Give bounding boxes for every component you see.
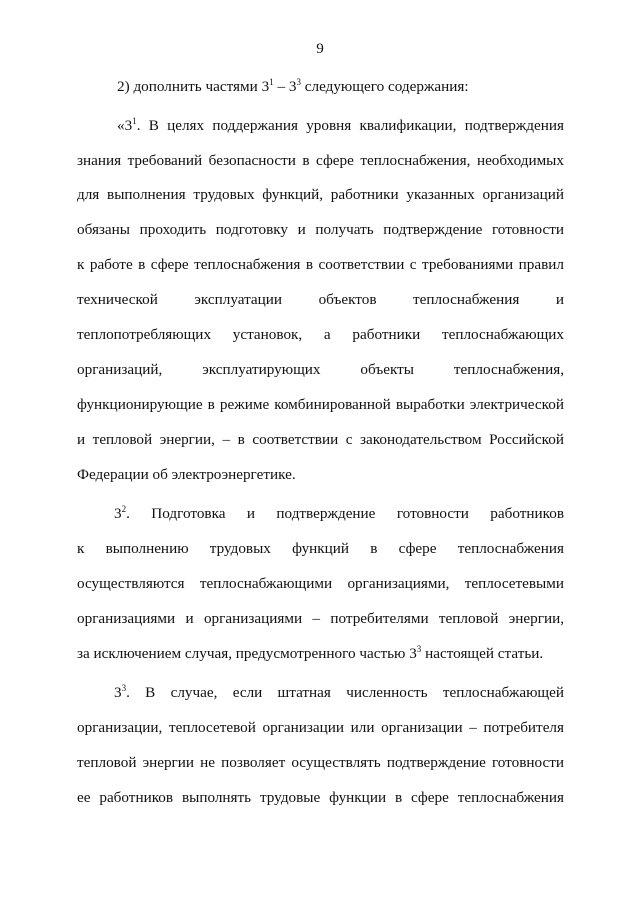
text-line bbox=[77, 185, 564, 205]
text-run: теплопотребляющих установок, а работники теплоснабжающих bbox=[77, 326, 564, 343]
text-line bbox=[77, 609, 564, 629]
text-line bbox=[77, 788, 564, 808]
text-line bbox=[77, 753, 564, 773]
text-run: следующего содержания: bbox=[300, 78, 469, 95]
text-run: к выполнению трудовых функций в сфере теплоснабжения bbox=[77, 540, 564, 557]
text-line bbox=[117, 77, 564, 97]
text-line bbox=[77, 290, 564, 310]
text-run: функционирующие в режиме комбинированной выработки электрической bbox=[77, 396, 564, 413]
text-run: 2) дополнить частями 3 bbox=[117, 78, 270, 95]
text-line bbox=[77, 430, 564, 450]
text-line bbox=[77, 718, 564, 738]
text-line bbox=[114, 504, 564, 524]
superscript: 3 bbox=[121, 683, 127, 693]
text-run: «3 bbox=[117, 117, 133, 134]
text-run: настоящей статьи. bbox=[421, 645, 544, 662]
superscript: 3 bbox=[416, 644, 422, 654]
text-run: 3 bbox=[114, 505, 122, 522]
superscript: 1 bbox=[132, 116, 137, 126]
text-line bbox=[77, 360, 564, 380]
text-run: организаций, эксплуатирующих объекты теплоснабжения, bbox=[77, 361, 564, 378]
text-run: организации, теплосетевой организации или организации – потребителя bbox=[77, 719, 564, 736]
superscript: 2 bbox=[121, 504, 127, 514]
page-number: 9 bbox=[316, 40, 324, 57]
text-line bbox=[77, 325, 564, 345]
text-run: и тепловой энергии, – в соответствии с законодательством Российской bbox=[77, 431, 564, 448]
text-run: обязаны проходить подготовку и получать подтверждение готовности bbox=[77, 221, 564, 238]
text-line bbox=[77, 539, 564, 559]
text-line bbox=[77, 151, 564, 171]
text-run: знания требований безопасности в сфере теплоснабжения, необходимых bbox=[77, 152, 564, 169]
text-line bbox=[117, 116, 564, 136]
text-run: организациями и организациями – потребителями тепловой энергии, bbox=[77, 610, 564, 627]
text-run: тепловой энергии не позволяет осуществлять подтверждение готовности bbox=[77, 754, 564, 771]
text-line bbox=[77, 255, 564, 275]
text-run: к работе в сфере теплоснабжения в соответствии с требованиями правил bbox=[77, 256, 564, 273]
text-line bbox=[77, 465, 564, 485]
text-run: – 3 bbox=[273, 78, 297, 95]
text-run: Федерации об электроэнергетике. bbox=[77, 466, 296, 483]
text-run: технической эксплуатации объектов теплоснабжения и bbox=[77, 291, 564, 308]
text-line bbox=[77, 644, 564, 664]
text-run: . В случае, если штатная численность теплоснабжающей bbox=[126, 684, 564, 701]
text-run: за исключением случая, предусмотренного частью 3 bbox=[77, 645, 417, 662]
text-run: 3 bbox=[114, 684, 122, 701]
text-line bbox=[77, 574, 564, 594]
text-line bbox=[77, 395, 564, 415]
text-run: для выполнения трудовых функций, работники указанных организаций bbox=[77, 186, 564, 203]
text-run: . Подготовка и подтверждение готовности работников bbox=[126, 505, 564, 522]
text-line bbox=[77, 220, 564, 240]
superscript: 1 bbox=[269, 77, 274, 87]
text-run: осуществляются теплоснабжающими организациями, теплосетевыми bbox=[77, 575, 564, 592]
text-run: ее работников выполнять трудовые функции в сфере теплоснабжения bbox=[77, 789, 564, 806]
text-run: . В целях поддержания уровня квалификации, подтверждения bbox=[136, 117, 564, 134]
superscript: 3 bbox=[296, 77, 301, 87]
text-line bbox=[114, 683, 564, 703]
